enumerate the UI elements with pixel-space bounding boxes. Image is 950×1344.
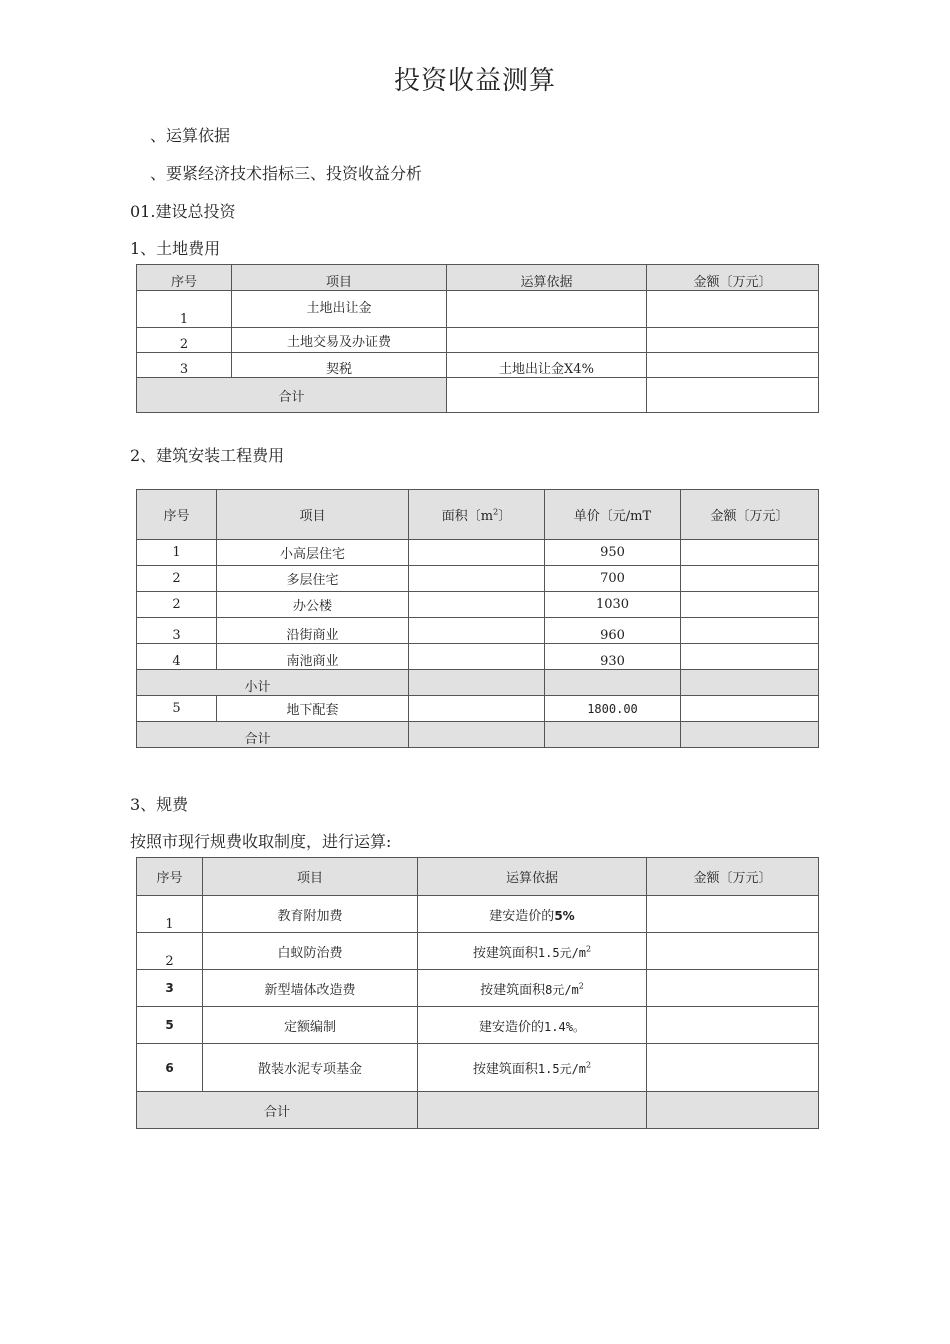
heading-land-cost: 1、土地费用 xyxy=(130,239,221,258)
cell-area xyxy=(409,540,545,566)
basis-value: 8元/m xyxy=(545,982,579,997)
cell-item: 散装水泥专项基金 xyxy=(203,1044,418,1092)
total-label: 合计 xyxy=(137,722,409,748)
cell-no: 2 xyxy=(137,328,232,353)
cell-area xyxy=(409,566,545,592)
table-row xyxy=(137,1007,819,1044)
cell-no: 5 xyxy=(137,696,217,722)
cell-item: 白蚁防治费 xyxy=(203,933,418,970)
cell-no: 1 xyxy=(137,291,232,328)
header-price: 单价〔元/mT xyxy=(545,490,681,540)
cell-amount xyxy=(681,696,819,722)
table-row xyxy=(137,328,819,353)
total-amount xyxy=(647,1092,819,1129)
table-row xyxy=(137,696,819,722)
subtotal-row xyxy=(137,670,819,696)
total-basis xyxy=(418,1092,647,1129)
cell-price: 700 xyxy=(545,566,681,592)
cell-amount xyxy=(681,644,819,670)
header-no: 序号 xyxy=(137,265,232,291)
total-basis xyxy=(447,378,647,413)
page-title: 投资收益测算 xyxy=(393,66,556,96)
cell-basis xyxy=(418,1007,647,1044)
basis-text: 按建筑面积 xyxy=(472,945,538,961)
land-cost-table xyxy=(136,264,819,413)
header-no: 序号 xyxy=(137,490,217,540)
subtotal-area xyxy=(409,670,545,696)
cell-item: 小高层住宅 xyxy=(217,540,409,566)
header-no: 序号 xyxy=(137,858,203,896)
cell-basis xyxy=(447,328,647,353)
construction-cost-table xyxy=(136,489,819,748)
total-price xyxy=(545,722,681,748)
cell-basis xyxy=(418,933,647,970)
cell-amount xyxy=(647,353,819,378)
basis-value: 1.5元/m xyxy=(537,1062,587,1076)
cell-amount xyxy=(681,592,819,618)
cell-item: 土地出让金 xyxy=(232,291,447,328)
cell-item: 契税 xyxy=(232,353,447,378)
cell-area xyxy=(409,592,545,618)
header-basis: 运算依据 xyxy=(447,265,647,291)
basis-sup: 2 xyxy=(586,1060,592,1070)
cell-amount xyxy=(647,1044,819,1092)
header-amount: 金额〔万元〕 xyxy=(647,265,819,291)
header-basis: 运算依据 xyxy=(418,858,647,896)
cell-amount xyxy=(647,896,819,933)
cell-amount xyxy=(681,618,819,644)
basis-sup: 2 xyxy=(586,944,592,954)
total-row xyxy=(137,722,819,748)
cell-basis xyxy=(418,970,647,1007)
cell-area xyxy=(409,644,545,670)
cell-basis xyxy=(418,1044,647,1092)
subtotal-amount xyxy=(681,670,819,696)
header-amount: 金额〔万元〕 xyxy=(681,490,819,540)
cell-basis xyxy=(447,291,647,328)
cell-item: 地下配套 xyxy=(217,696,409,722)
header-area-text: 面积〔m xyxy=(441,509,494,524)
basis-value: 1.4%。 xyxy=(544,1019,585,1034)
cell-item: 定额编制 xyxy=(203,1007,418,1044)
header-item: 项目 xyxy=(217,490,409,540)
table-row xyxy=(137,540,819,566)
table-header-row xyxy=(137,858,819,896)
total-amount xyxy=(647,378,819,413)
cell-area xyxy=(409,618,545,644)
cell-item: 沿街商业 xyxy=(217,618,409,644)
cell-item: 办公楼 xyxy=(217,592,409,618)
table-header-row xyxy=(137,265,819,291)
table-header-row xyxy=(137,490,819,540)
cell-item: 多层住宅 xyxy=(217,566,409,592)
table-row xyxy=(137,291,819,328)
header-area-close: 〕 xyxy=(498,509,512,524)
table-row xyxy=(137,618,819,644)
table-row xyxy=(137,353,819,378)
cell-amount xyxy=(681,540,819,566)
cell-price: 960 xyxy=(545,618,681,644)
subtotal-label: 小计 xyxy=(137,670,409,696)
cell-price: 1800.00 xyxy=(545,696,681,722)
cell-price: 1030 xyxy=(545,592,681,618)
table-row xyxy=(137,933,819,970)
header-item: 项目 xyxy=(232,265,447,291)
fees-note: 按照市现行规费收取制度，进行运算: xyxy=(130,832,392,851)
cell-no: 2 xyxy=(137,933,203,970)
cell-amount xyxy=(647,933,819,970)
heading-construction-cost: 2、建筑安装工程费用 xyxy=(130,446,285,465)
basis-text: 按建筑面积 xyxy=(480,982,546,998)
cell-no: 3 xyxy=(137,970,203,1007)
heading-total-investment: 01.建设总投资 xyxy=(130,202,236,221)
cell-no: 6 xyxy=(137,1044,203,1092)
basis-value: 5% xyxy=(554,908,575,923)
header-area xyxy=(409,490,545,540)
table-row xyxy=(137,592,819,618)
cell-amount xyxy=(647,328,819,353)
basis-text: 建安造价的 xyxy=(489,908,555,924)
total-amount xyxy=(681,722,819,748)
cell-area xyxy=(409,696,545,722)
cell-price: 950 xyxy=(545,540,681,566)
basis-value: 1.5元/m xyxy=(537,945,587,960)
heading-fees: 3、规费 xyxy=(130,795,189,814)
area-unit-sup: 2 xyxy=(493,507,499,517)
cell-amount xyxy=(647,1007,819,1044)
total-row xyxy=(137,378,819,413)
cell-no: 2 xyxy=(137,592,217,618)
total-label: 合计 xyxy=(137,378,447,413)
cell-basis xyxy=(418,896,647,933)
table-row xyxy=(137,566,819,592)
cell-item: 南池商业 xyxy=(217,644,409,670)
cell-item: 教育附加费 xyxy=(203,896,418,933)
cell-no: 3 xyxy=(137,618,217,644)
header-amount: 金额〔万元〕 xyxy=(647,858,819,896)
table-row xyxy=(137,644,819,670)
cell-price: 930 xyxy=(545,644,681,670)
cell-basis: 土地出让金X4% xyxy=(447,353,647,378)
subtotal-price xyxy=(545,670,681,696)
cell-item: 新型墙体改造费 xyxy=(203,970,418,1007)
table-row xyxy=(137,896,819,933)
cell-item: 土地交易及办证费 xyxy=(232,328,447,353)
basis-text: 建安造价的 xyxy=(479,1019,545,1035)
cell-no: 1 xyxy=(137,896,203,933)
table-row xyxy=(137,1044,819,1092)
total-area xyxy=(409,722,545,748)
cell-no: 5 xyxy=(137,1007,203,1044)
fees-table xyxy=(136,857,819,1129)
cell-no: 4 xyxy=(137,644,217,670)
header-item: 项目 xyxy=(203,858,418,896)
total-label: 合计 xyxy=(137,1092,418,1129)
table-row xyxy=(137,970,819,1007)
basis-text: 按建筑面积 xyxy=(472,1062,538,1077)
cell-amount xyxy=(681,566,819,592)
cell-amount xyxy=(647,970,819,1007)
basis-sup: 2 xyxy=(578,981,584,991)
total-row xyxy=(137,1092,819,1129)
cell-amount xyxy=(647,291,819,328)
cell-no: 2 xyxy=(137,566,217,592)
cell-no: 3 xyxy=(137,353,232,378)
section-basis: 、运算依据 xyxy=(150,126,231,145)
cell-no: 1 xyxy=(137,540,217,566)
section-indicators: 、要紧经济技术指标三、投资收益分析 xyxy=(150,164,423,183)
